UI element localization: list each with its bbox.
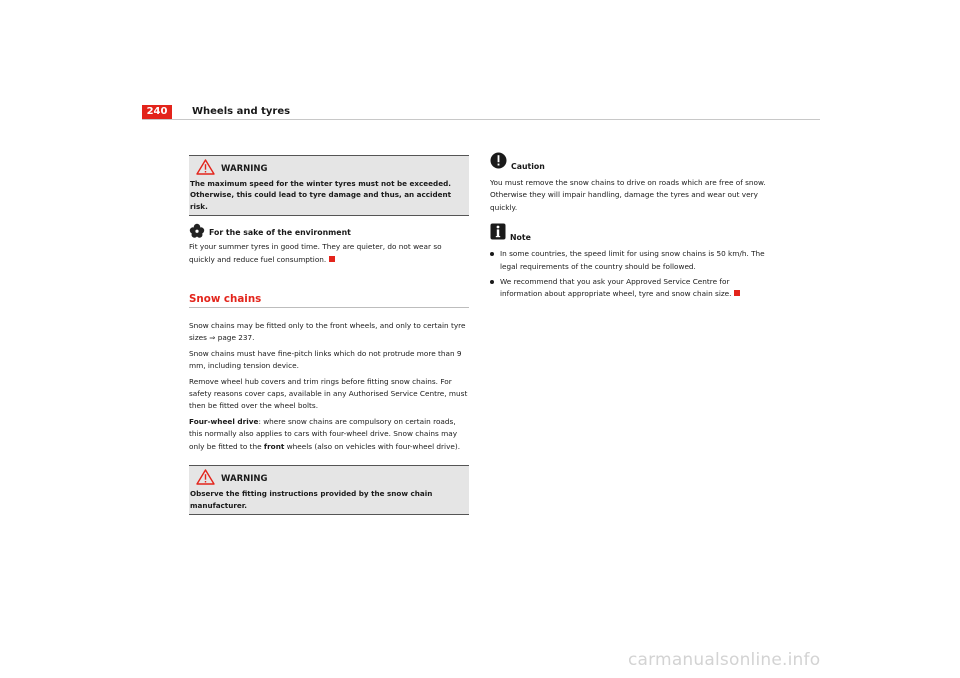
section-title-snow-chains: Snow chains xyxy=(189,292,469,308)
caution-heading xyxy=(490,155,770,173)
warning-text: The maximum speed for the winter tyres must not be exceeded. Otherwise, this could lead to tyre damage and thus, an accident risk. xyxy=(190,179,452,211)
watermark: carmanualsonline.info xyxy=(628,650,821,670)
warning-title: WARNING xyxy=(221,163,268,174)
paragraph: Remove wheel hub covers and trim rings before fitting snow chains. For safety reasons cover caps, available in any Authorised Service Centre, must then be fitted over the wheel bolts. xyxy=(189,376,468,411)
warning-triangle-icon xyxy=(196,159,215,179)
list-item: We recommend that you ask your Approved Service Centre for information about appropriate wheel, tyre and snow chain size. xyxy=(490,276,770,301)
caution-title: Caution xyxy=(511,161,545,171)
chapter-title: Wheels and tyres xyxy=(192,106,291,117)
bullet-icon xyxy=(490,280,494,284)
warning-title: WARNING xyxy=(221,473,268,484)
warning-box-fitting xyxy=(189,465,469,515)
environment-title: For the sake of the environment xyxy=(209,228,351,238)
warning-triangle-icon xyxy=(196,469,215,489)
section-end-mark xyxy=(329,256,335,262)
right-column xyxy=(490,155,770,301)
note-title: Note xyxy=(510,232,531,242)
page-number: 240 xyxy=(142,105,172,119)
note-heading xyxy=(490,226,770,244)
page-header xyxy=(142,105,820,119)
four-wheel-drive-label: Four-wheel drive xyxy=(189,416,259,426)
list-item: In some countries, the speed limit for using snow chains is 50 km/h. The legal requirements of the country should be followed. xyxy=(490,248,770,273)
section-end-mark xyxy=(734,290,740,296)
four-wheel-drive-paragraph: Four-wheel drive: where snow chains are compulsory on certain roads, this normally also applies to cars with four-wheel drive. Snow chains may only be fitted to the front wheels (also on vehicles with four-wheel drive). xyxy=(189,416,461,451)
paragraph: Snow chains must have fine-pitch links which do not protrude more than 9 mm, including tension device. xyxy=(189,348,462,371)
caution-exclamation-icon xyxy=(490,152,507,173)
bullet-icon xyxy=(490,252,494,256)
header-divider xyxy=(142,119,820,120)
environment-text: Fit your summer tyres in good time. They are quieter, do not wear so quickly and reduce fuel consumption. xyxy=(189,242,442,264)
left-column xyxy=(189,155,469,515)
front-emphasis: front xyxy=(263,441,285,451)
warning-box-winter-tyres xyxy=(189,155,469,216)
paragraph: Snow chains may be fitted only to the front wheels, and only to certain tyre sizes ⇒ page 237. xyxy=(189,321,466,343)
warning-text: Observe the fitting instructions provided by the snow chain manufacturer. xyxy=(190,489,433,510)
environment-heading xyxy=(189,225,469,241)
caution-text: You must remove the snow chains to drive on roads which are free of snow. Otherwise they will impair handling, damage the tyres and wear out very quickly. xyxy=(490,178,766,212)
note-info-icon xyxy=(490,223,506,244)
